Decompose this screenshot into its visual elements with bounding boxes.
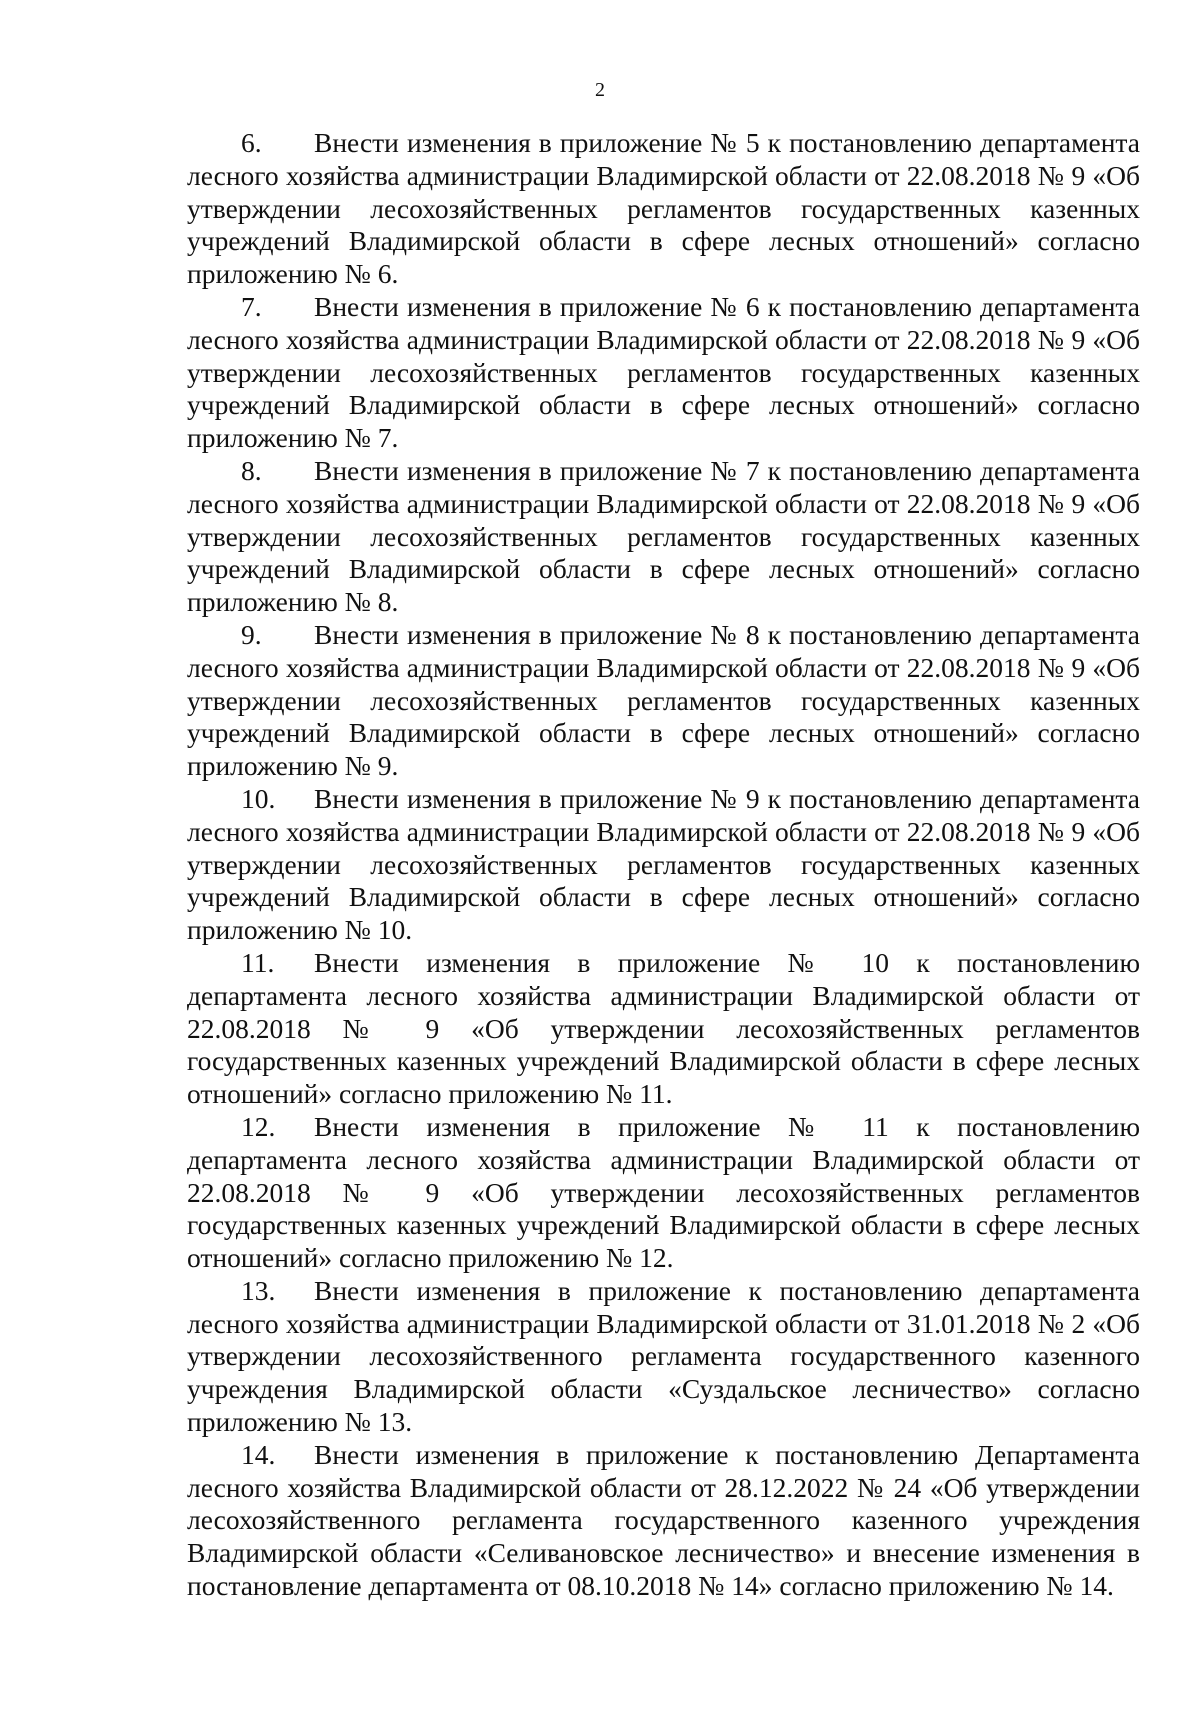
item-number: 8. bbox=[241, 454, 262, 486]
item-text: Внести изменения в приложение к постановлению Департамента лесного хозяйства Владимирской области от 28.12.2022 № 24 «Об утверждении лесохозяйственного регламента государственного казенного учреждения Владимирской области «Селивановское лесничество» и внесение изменения в постановление департамента от 08.10.2018 № 14» согласно приложению № 14. bbox=[187, 1438, 1140, 1602]
list-item bbox=[187, 291, 1140, 455]
list-item bbox=[187, 783, 1140, 947]
page-number: 2 bbox=[595, 79, 605, 101]
item-text: Внести изменения в приложение № 5 к постановлению департамента лесного хозяйства администрации Владимирской области от 22.08.2018 № 9 «Об утверждении лесохозяйственных регламентов государственных казенных учреждений Владимирской области в сфере лесных отношений» согласно приложению № 6. bbox=[187, 127, 1140, 290]
item-text: Внести изменения в приложение № 8 к постановлению департамента лесного хозяйства администрации Владимирской области от 22.08.2018 № 9 «Об утверждении лесохозяйственных регламентов государственных казенных учреждений Владимирской области в сфере лесных отношений» согласно приложению № 9. bbox=[187, 618, 1140, 782]
item-text: Внести изменения в приложение № 9 к постановлению департамента лесного хозяйства администрации Владимирской области от 22.08.2018 № 9 «Об утверждении лесохозяйственных регламентов государственных казенных учреждений Владимирской области в сфере лесных отношений» согласно приложению № 10. bbox=[187, 782, 1140, 946]
item-number: 12. bbox=[241, 1110, 276, 1142]
item-text: Внести изменения в приложение № 6 к постановлению департамента лесного хозяйства администрации Владимирской области от 22.08.2018 № 9 «Об утверждении лесохозяйственных регламентов государственных казенных учреждений Владимирской области в сфере лесных отношений» согласно приложению № 7. bbox=[187, 290, 1140, 454]
item-number: 7. bbox=[241, 290, 262, 322]
item-number: 6. bbox=[241, 127, 262, 158]
item-number: 13. bbox=[241, 1274, 276, 1306]
item-number: 10. bbox=[241, 782, 276, 814]
item-number: 14. bbox=[241, 1438, 276, 1470]
list-item bbox=[187, 947, 1140, 1111]
item-text: Внести изменения в приложение № 7 к постановлению департамента лесного хозяйства администрации Владимирской области от 22.08.2018 № 9 «Об утверждении лесохозяйственных регламентов государственных казенных учреждений Владимирской области в сфере лесных отношений» согласно приложению № 8. bbox=[187, 454, 1140, 618]
list-item bbox=[187, 1275, 1140, 1439]
item-number: 9. bbox=[241, 618, 262, 650]
list-item bbox=[187, 455, 1140, 619]
item-text: Внести изменения в приложение к постановлению департамента лесного хозяйства администрации Владимирской области от 31.01.2018 № 2 «Об утверждении лесохозяйственного регламента государственного казенного учреждения Владимирской области «Суздальское лесничество» согласно приложению № 13. bbox=[187, 1274, 1140, 1438]
list-item bbox=[187, 127, 1140, 291]
list-item bbox=[187, 619, 1140, 783]
item-number: 11. bbox=[241, 946, 275, 978]
document-body bbox=[187, 127, 1140, 1603]
item-text: Внести изменения в приложение № 10 к постановлению департамента лесного хозяйства администрации Владимирской области от 22.08.2018 № 9 «Об утверждении лесохозяйственных регламентов государственных казенных учреждений Владимирской области в сфере лесных отношений» согласно приложению № 11. bbox=[187, 946, 1140, 1110]
list-item bbox=[187, 1111, 1140, 1275]
list-item bbox=[187, 1439, 1140, 1603]
item-text: Внести изменения в приложение № 11 к постановлению департамента лесного хозяйства администрации Владимирской области от 22.08.2018 № 9 «Об утверждении лесохозяйственных регламентов государственных казенных учреждений Владимирской области в сфере лесных отношений» согласно приложению № 12. bbox=[187, 1110, 1140, 1274]
